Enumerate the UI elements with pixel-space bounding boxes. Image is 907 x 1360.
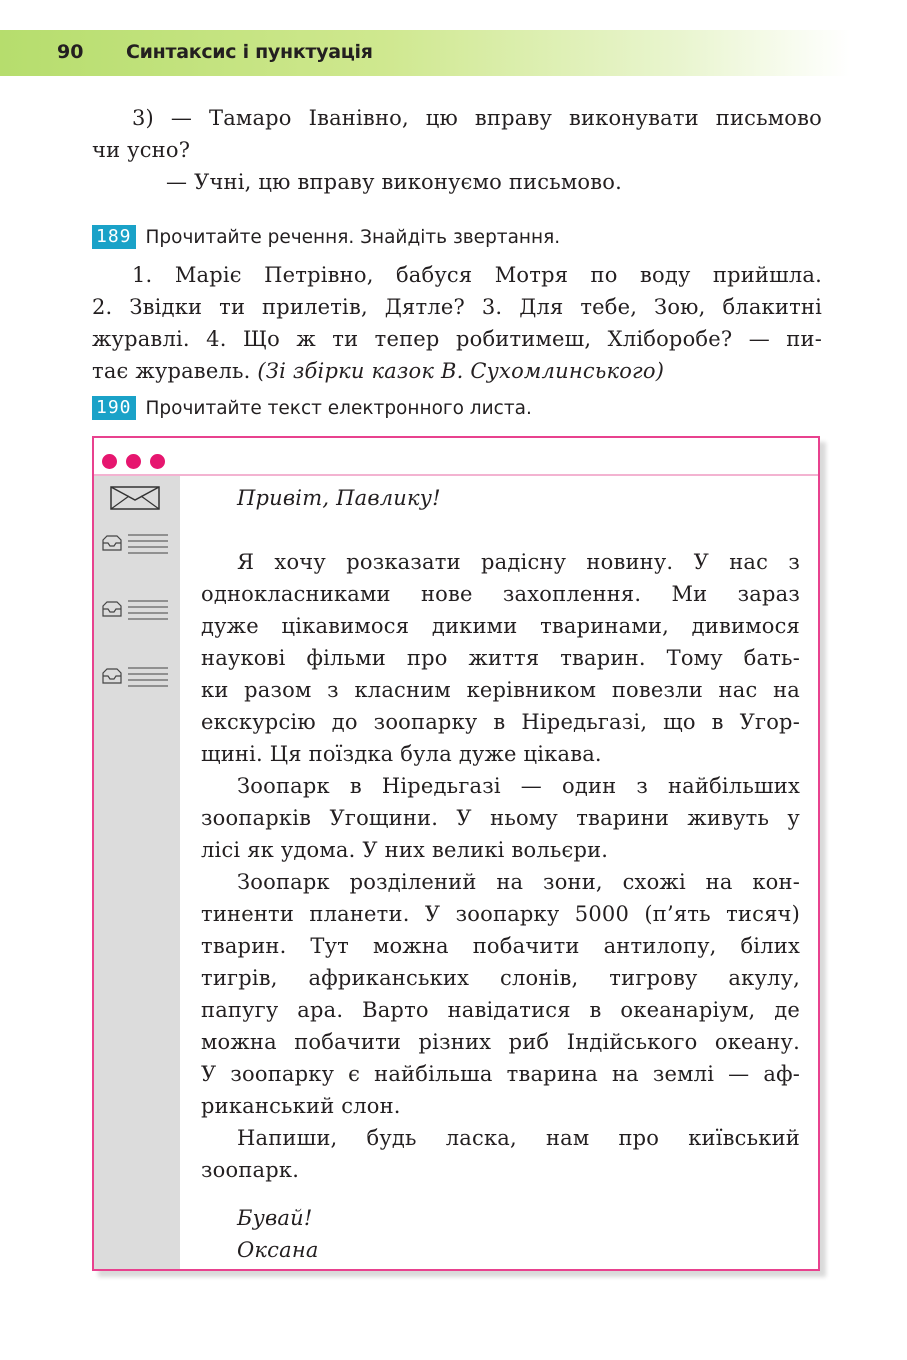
page-number: 90 — [57, 41, 84, 63]
email-text-line: риканський слон. — [201, 1094, 401, 1118]
email-text-line: зоопарк. — [201, 1158, 300, 1182]
email-title-bar — [94, 438, 818, 476]
email-window — [92, 436, 820, 1271]
page-header — [0, 30, 850, 76]
window-dot — [150, 454, 165, 469]
exercise-line: журавлі. 4. Що ж ти тепер робитимеш, Хліборобе? — пи- — [92, 327, 822, 351]
email-text-line: ки разом з класним керівником повезли нас на — [201, 678, 800, 702]
inbox-icon — [100, 665, 170, 689]
exercise-text: тає журавель. — [92, 359, 251, 383]
email-text-line: лісі як удома. У них великі вольєри. — [201, 838, 609, 862]
email-closing: Бувай! — [237, 1206, 313, 1230]
inbox-icon — [100, 532, 170, 556]
email-text-line: наукові фільми про життя тварин. Тому бать- — [201, 646, 800, 670]
email-greeting: Привіт, Павлику! — [237, 486, 441, 510]
envelope-icon — [110, 486, 160, 510]
email-text-line: тигрів, африканських слонів, тигрову акулу, — [201, 966, 800, 990]
email-text-line: Зоопарк в Ніредьгазі — один з найбільших — [237, 774, 800, 798]
exercise-number-badge: 189 — [92, 225, 136, 249]
email-text-line: однокласниками нове захоплення. Ми зараз — [201, 582, 800, 606]
email-text-line: Зоопарк розділений на зони, схожі на кон- — [237, 870, 800, 894]
email-sidebar — [94, 476, 180, 1269]
exercise-instruction: Прочитайте речення. Знайдіть звертання. — [145, 226, 561, 248]
window-dot — [102, 454, 117, 469]
email-text-line: зоопарків Угощини. У ньому тварини живуть у — [201, 806, 800, 830]
email-text-line: Я хочу розказати радісну новину. У нас з — [237, 550, 800, 574]
email-text-line: У зоопарку є найбільша тварина на землі — аф- — [201, 1062, 800, 1086]
email-signature: Оксана — [237, 1238, 319, 1262]
exercise-instruction: Прочитайте текст електронного листа. — [145, 397, 532, 419]
email-text-line: Напиши, будь ласка, нам про київський — [237, 1126, 800, 1150]
dialogue-line: чи усно? — [92, 138, 191, 162]
inbox-icon — [100, 598, 170, 622]
email-text-line: тиненти планети. У зоопарку 5000 (п’ять тисяч) — [201, 902, 800, 926]
email-text-line: можна побачити різних риб Індійського океану. — [201, 1030, 800, 1054]
window-dot — [126, 454, 141, 469]
exercise-line: 2. Звідки ти прилетів, Дятле? 3. Для тебе, Зою, блакитні — [92, 295, 822, 319]
email-text-line: тварин. Тут можна побачити антилопу, білих — [201, 934, 800, 958]
exercise-190-heading — [92, 396, 532, 420]
section-title: Синтаксис і пунктуація — [126, 41, 373, 63]
dialogue-line: — Учні, цю вправу виконуємо письмово. — [166, 170, 622, 194]
email-text-line: папугу ара. Варто навідатися в океанаріум, де — [201, 998, 800, 1022]
email-text-line: щині. Ця поїздка була дуже цікава. — [201, 742, 602, 766]
exercise-number-badge: 190 — [92, 396, 136, 420]
exercise-line: 1. Маріє Петрівно, бабуся Мотря по воду прийшла. — [132, 263, 822, 287]
exercise-source: (Зі збірки казок В. Сухомлинського) — [257, 359, 665, 383]
exercise-line-last — [92, 355, 664, 387]
exercise-189-heading — [92, 225, 560, 249]
email-text-line: екскурсію до зоопарку в Ніредьгазі, що в Угор- — [201, 710, 800, 734]
email-text-line: дуже цікавимося дикими тваринами, дивимося — [201, 614, 800, 638]
dialogue-line: 3) — Тамаро Іванівно, цю вправу виконувати письмово — [132, 106, 822, 130]
